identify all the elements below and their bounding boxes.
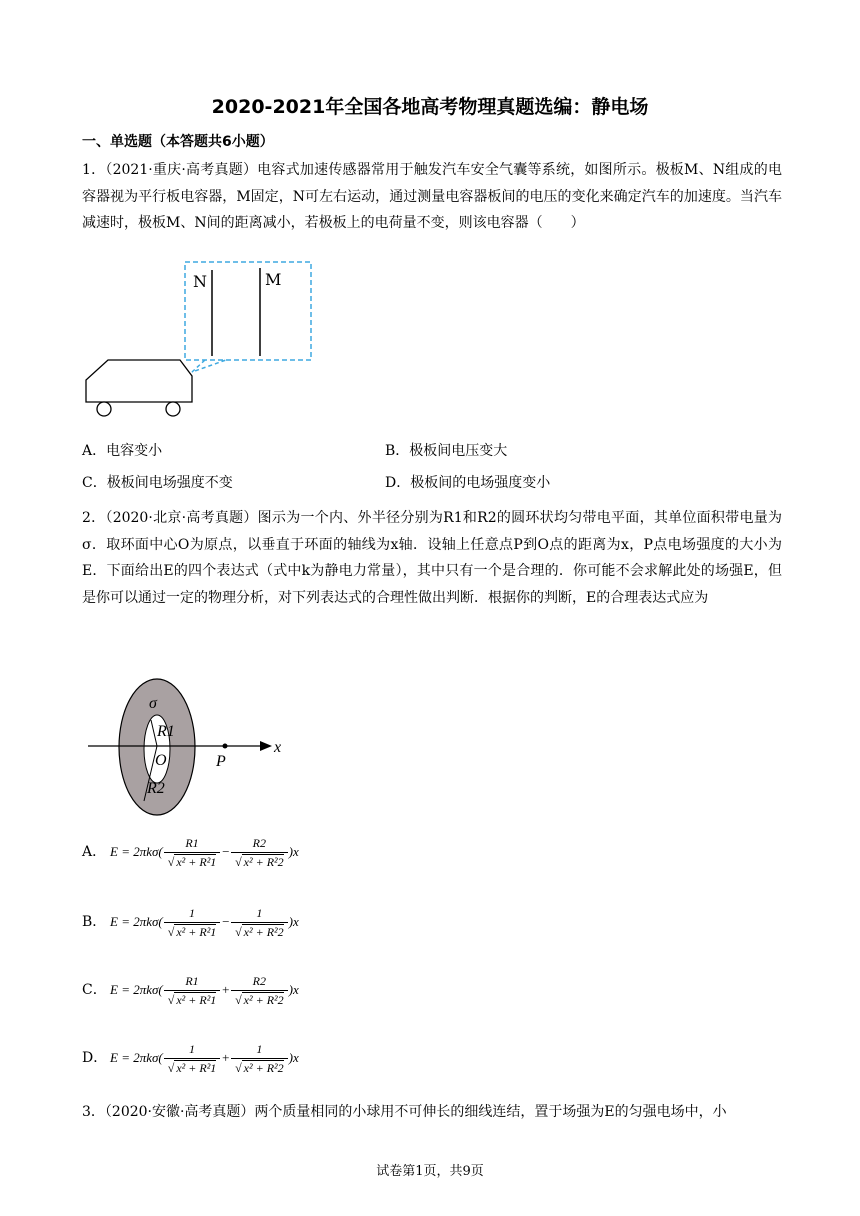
x-label: x: [274, 739, 282, 756]
page-title: 2020-2021年全国各地高考物理真题选编：静电场: [211, 96, 649, 118]
point-p: [223, 744, 228, 749]
charged-ring-figure: [84, 676, 294, 822]
q1-option-b: B．极板间电压变大: [385, 443, 508, 459]
q1-option-a: A．电容变小: [82, 443, 163, 459]
q2-option-c: C． E = 2πkσ( $\frac{R1}{\text{√ x² + R²1}}$ + $\frac{R2}{\text{√ x² + R²2}}$ )x: [82, 974, 299, 1007]
q1-option-d: D．极板间的电场强度变小: [385, 475, 551, 491]
question-1-text: 1．（2021·重庆·高考真题）电容式加速传感器常用于触发汽车安全气囊等系统，如图所示。极板M、N组成的电容器视为平行板电容器，M固定，N可左右运动，通过测量电容器板间的电压的变化来确定汽车的加速度。当汽车减速时，极板M、N间的距离减小，若极板上的电荷量不变，则该电容器（ ）: [82, 162, 782, 231]
p-label: P: [216, 753, 226, 770]
car-wheel-rear: [97, 402, 111, 416]
sigma-label: σ: [149, 695, 157, 712]
q2-option-a: A． E = 2πkσ( $\frac{R1}{\text{√ x² + R²1}}$ − $\frac{R2}{\text{√ x² + R²2}}$ )x: [82, 836, 299, 869]
capacitor-car-figure: [80, 258, 320, 420]
plate-m-label: M: [265, 270, 282, 289]
plate-n-label: N: [193, 272, 207, 291]
question-2-text: 2．（2020·北京·高考真题）图示为一个内、外半径分别为R1和R2的圆环状均匀带电平面，其单位面积带电量为σ．取环面中心O为原点，以垂直于环面的轴线为x轴．设轴上任意点P到O点的距离为x，P点电场强度的大小为E．下面给出E的四个表达式（式中k为静电力常量），其中只有一个是合理的．你可能不会求解此处的场强E，但是你可以通过一定的物理分析，对下列表达式的合理性做出判断．根据你的判断，E的合理表达式应为: [82, 510, 782, 606]
r2-label: R2: [147, 780, 165, 797]
page-footer: 试卷第1页，共9页: [376, 1164, 484, 1179]
origin-label: O: [155, 752, 167, 769]
r1-label: R1: [157, 723, 175, 740]
callout-pointer: [192, 360, 226, 372]
x-axis-arrowhead: [260, 741, 272, 751]
q2-option-b: B． E = 2πkσ( $\frac{1}{\text{√ x² + R²1}}$ − $\frac{1}{\text{√ x² + R²2}}$ )x: [82, 906, 299, 939]
car-body: [86, 360, 192, 402]
section-heading: 一、单选题（本答题共6小题）: [82, 134, 274, 150]
q1-option-c: C．极板间电场强度不变: [82, 475, 233, 491]
q2-option-d: D． E = 2πkσ( $\frac{1}{\text{√ x² + R²1}}$ + $\frac{1}{\text{√ x² + R²2}}$ )x: [82, 1042, 299, 1075]
question-3-text: 3．（2020·安徽·高考真题）两个质量相同的小球用不可伸长的细线连结，置于场强为E的匀强电场中，小: [82, 1104, 727, 1120]
car-wheel-front: [166, 402, 180, 416]
